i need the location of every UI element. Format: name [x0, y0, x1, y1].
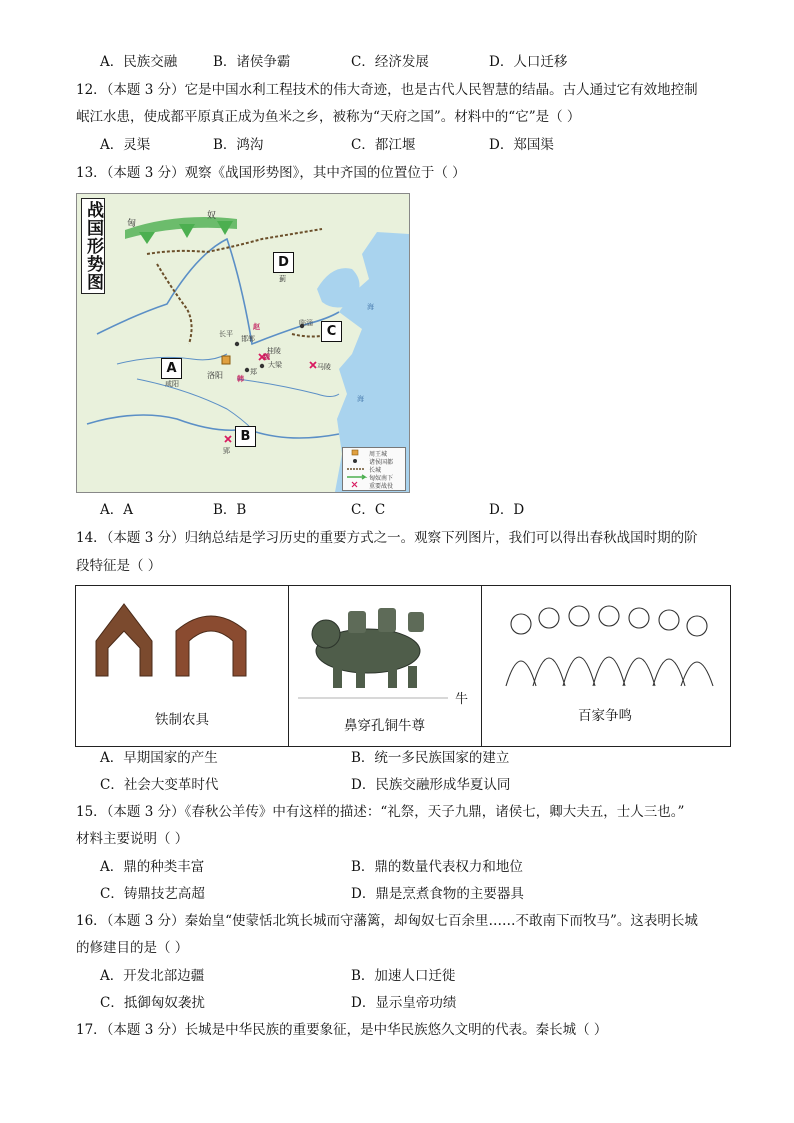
- caption-hundred-schools: 百家争鸣: [578, 708, 632, 724]
- q14-option-d[interactable]: D．民族交融形成华夏认同: [351, 777, 511, 793]
- q16-stem-line2: 的修建目的是（ ）: [76, 940, 189, 956]
- map-han-river: [137, 379, 252, 429]
- q12-option-c[interactable]: C．都江堰: [351, 137, 416, 153]
- map-huai-river: [237, 379, 339, 397]
- map-label-han: 韩: [237, 375, 244, 383]
- q11-option-c[interactable]: C．经济发展: [351, 54, 429, 70]
- q15-option-d[interactable]: D．鼎是烹煮食物的主要器具: [351, 886, 524, 902]
- map-label-maling: 马陵: [317, 363, 331, 371]
- q15-option-a[interactable]: A．鼎的种类丰富: [100, 859, 205, 875]
- q13-option-d[interactable]: D．D: [489, 502, 525, 518]
- map-marker-d[interactable]: D: [273, 252, 294, 273]
- bronze-ox-image: [288, 586, 481, 701]
- map-label-xiongnu-1: 匈: [127, 219, 137, 229]
- map-label-luoyang: 洛阳: [207, 371, 223, 380]
- legend-xiongnu: 匈奴南下: [369, 475, 394, 482]
- q15-stem-line1: 15．（本题 3 分）《春秋公羊传》中有这样的描述：“礼祭，天子九鼎，诸侯七，卿大夫五，士人三也。”: [76, 804, 685, 820]
- map-bohai: [317, 268, 360, 307]
- caption-bronze-ox: 鼻穿孔铜牛尊: [344, 718, 425, 734]
- q16-option-b[interactable]: B．加速人口迁徙: [351, 968, 456, 984]
- legend-capital: 诸侯国都: [369, 459, 394, 466]
- q17-stem: 17．（本题 3 分）长城是中华民族的重要象征，是中华民族悠久文明的代表。秦长城（ ）: [76, 1022, 608, 1038]
- map-great-wall-north: [147, 229, 322, 254]
- q12-stem-line1: 12．（本题 3 分）它是中国水利工程技术的伟大奇迹，也是古代人民智慧的结晶。古人通过它有效地控制: [76, 82, 698, 98]
- map-label-handan: 邯郸: [241, 335, 255, 343]
- map-label-wei: 魏: [263, 353, 270, 361]
- q14-option-a[interactable]: A．早期国家的产生: [100, 750, 218, 766]
- q15-stem-line2: 材料主要说明（ ）: [76, 831, 189, 847]
- q16-stem-line1: 16．（本题 3 分）秦始皇“使蒙恬北筑长城而守藩篱，却匈奴七百余里……不敢南下而牧马”。这表明长城: [76, 913, 698, 929]
- map-title: 战国形势图: [81, 198, 105, 294]
- q14-option-c[interactable]: C．社会大变革时代: [100, 777, 219, 793]
- q14-option-b[interactable]: B．统一多民族国家的建立: [351, 750, 510, 766]
- q13-option-a[interactable]: A．A: [100, 502, 133, 518]
- q16-option-a[interactable]: A．开发北部边疆: [100, 968, 205, 984]
- q13-stem: 13．（本题 3 分）观察《战国形势图》，其中齐国的位置位于（ ）: [76, 165, 466, 181]
- map-royal-city: [222, 356, 230, 364]
- q11-option-a[interactable]: A．民族交融: [100, 54, 178, 70]
- map-marker-a[interactable]: A: [161, 358, 182, 379]
- map-yangtze: [87, 415, 339, 438]
- map-label-linzi: 临淄: [299, 319, 313, 327]
- map-legend: [342, 447, 406, 491]
- q12-option-d[interactable]: D．郑国渠: [489, 137, 554, 153]
- map-label-sea-2: 海: [357, 395, 364, 403]
- q13-option-b[interactable]: B．B: [213, 502, 247, 518]
- warring-states-map: [76, 193, 410, 493]
- q16-option-d[interactable]: D．显示皇帝功绩: [351, 995, 457, 1011]
- legend-royal-city: 周王城: [369, 451, 388, 458]
- map-label-guiling: 桂陵: [267, 347, 281, 355]
- map-marker-b[interactable]: B: [235, 426, 256, 447]
- map-label-sea-1: 海: [367, 303, 374, 311]
- q13-option-c[interactable]: C．C: [351, 502, 386, 518]
- q12-stem-line2: 岷江水患，使成都平原真正成为鱼米之乡，被称为“天府之国”。材料中的“它”是（ ）: [76, 109, 581, 125]
- hundred-schools-image: [481, 586, 729, 696]
- cell-hundred-schools: [481, 586, 729, 746]
- q14-stem-line1: 14．（本题 3 分）归纳总结是学习历史的重要方式之一。观察下列图片，我们可以得出春秋战国时期的阶: [76, 530, 698, 546]
- q15-option-c[interactable]: C．铸鼎技艺高超: [100, 886, 205, 902]
- cell-iron-tools: [76, 586, 289, 746]
- iron-tools-image: [76, 586, 288, 706]
- q14-image-table: [75, 585, 731, 747]
- q15-option-b[interactable]: B．鼎的数量代表权力和地位: [351, 859, 523, 875]
- q11-option-b[interactable]: B．诸侯争霸: [213, 54, 291, 70]
- map-yellow-river: [97, 239, 339, 344]
- map-label-ji: 蓟: [279, 275, 286, 283]
- q11-option-d[interactable]: D．人口迁移: [489, 54, 568, 70]
- map-label-daliang: 大梁: [268, 361, 282, 369]
- q14-stem-line2: 段特征是（ ）: [76, 558, 162, 574]
- map-label-xiongnu-2: 奴: [207, 211, 217, 221]
- map-label-zheng: 郑: [250, 368, 257, 376]
- map-label-xianyang: 咸阳: [165, 380, 179, 388]
- caption-iron-tools: 铁制农具: [155, 712, 209, 728]
- map-label-ying: 郢: [223, 447, 230, 455]
- q12-option-b[interactable]: B．鸿沟: [213, 137, 264, 153]
- cell-bronze-ox: [288, 586, 482, 746]
- legend-symbols: [344, 448, 368, 490]
- map-label-zhao: 赵: [253, 323, 260, 331]
- map-arrow-1: [139, 232, 155, 244]
- q12-option-a[interactable]: A．灵渠: [100, 137, 151, 153]
- q16-option-c[interactable]: C．抵御匈奴袭扰: [100, 995, 205, 1011]
- legend-wall: 长城: [369, 467, 382, 474]
- map-label-changping: 长平: [219, 330, 233, 338]
- caption-ox-character: 牛: [455, 692, 469, 707]
- map-marker-c[interactable]: C: [321, 321, 342, 342]
- map-arrow-2: [179, 224, 195, 238]
- legend-battle: 重要战役: [369, 483, 394, 490]
